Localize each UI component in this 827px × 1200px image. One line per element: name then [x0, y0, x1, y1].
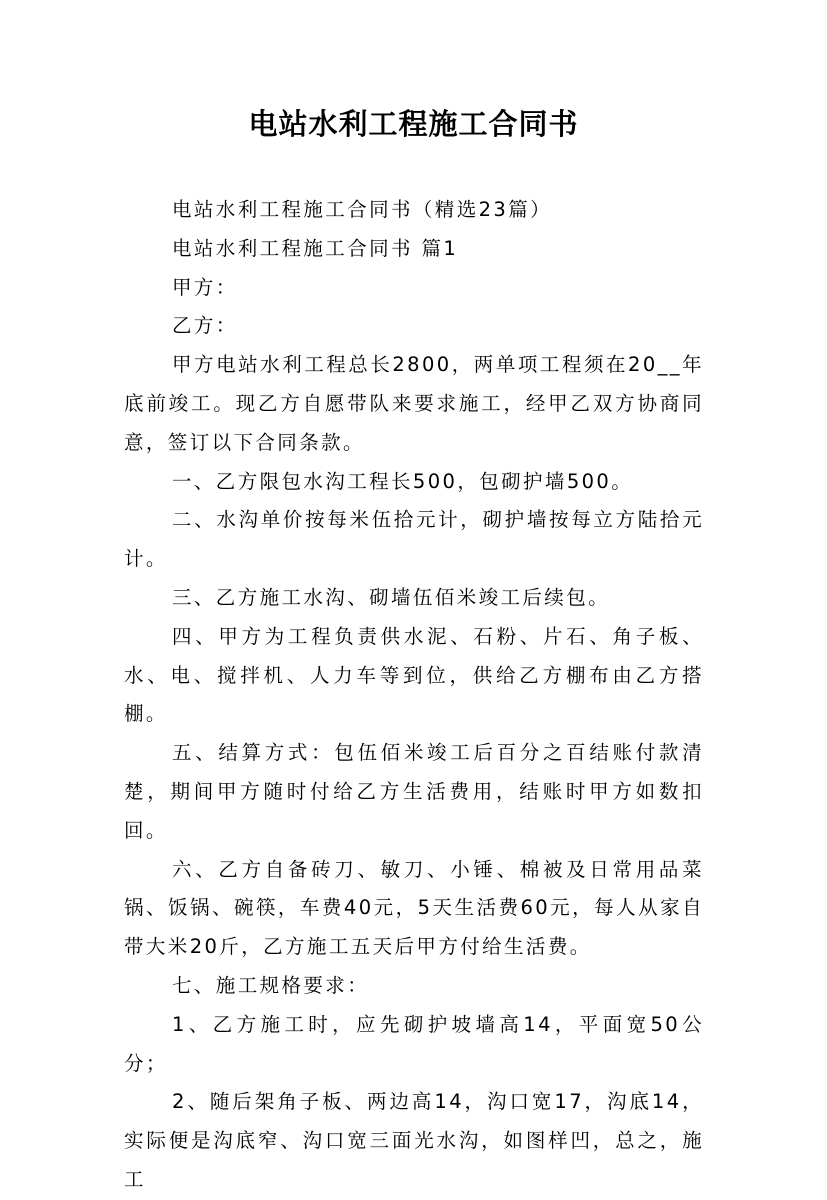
document-body: [124, 191, 704, 1200]
paragraph: 四、甲方为工程负责供水泥、石粉、片石、角子板、水、电、搅拌机、人力车等到位，供给乙方棚布由乙方搭棚。: [124, 624, 704, 726]
paragraph: 甲方电站水利工程总长2800，两单项工程须在20__年底前竣工。现乙方自愿带队来要求施工，经甲乙双方协商同意，签订以下合同条款。: [124, 353, 704, 454]
paragraph: 乙方：: [172, 314, 238, 338]
paragraph: 1、乙方施工时，应先砌护坡墙高14，平面宽50公分；: [124, 1012, 704, 1075]
paragraph: 电站水利工程施工合同书（精选23篇）: [172, 198, 553, 221]
paragraph: 六、乙方自备砖刀、敏刀、小锤、棉被及日常用品菜锅、饭锅、碗筷，车费40元，5天生活费60元，每人从家自带大米20斤，乙方施工五天后甲方付给生活费。: [124, 857, 704, 959]
paragraph: 甲方：: [172, 275, 238, 299]
document-title: 电站水利工程施工合同书: [248, 107, 579, 141]
paragraph: 电站水利工程施工合同书 篇1: [172, 236, 459, 260]
paragraph: 2、随后架角子板、两边高14，沟口宽17，沟底14，实际便是沟底窄、沟口宽三面光水沟，如图样凹，总之，施工: [124, 1090, 704, 1191]
paragraph: 七、施工规格要求：: [172, 973, 370, 997]
paragraph: 二、水沟单价按每米伍拾元计，砌护墙按每立方陆拾元计。: [124, 508, 704, 571]
paragraph: 一、乙方限包水沟工程长500，包砌护墙500。: [172, 469, 634, 493]
paragraph: 五、结算方式：包伍佰米竣工后百分之百结账付款清楚，期间甲方随时付给乙方生活费用，结账时甲方如数扣回。: [124, 741, 704, 842]
paragraph: 三、乙方施工水沟、砌墙伍佰米竣工后续包。: [172, 585, 611, 609]
